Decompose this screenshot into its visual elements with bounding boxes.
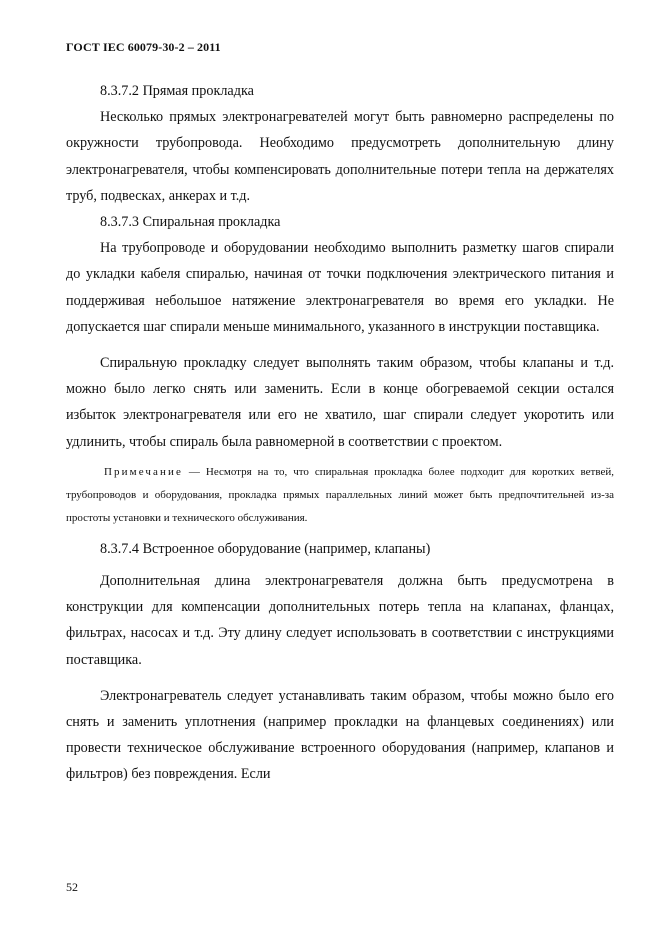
document-header: ГОСТ IEC 60079-30-2 – 2011 (66, 40, 221, 54)
paragraph-spiral-valves: Спиральную прокладку следует выполнять таким образом, чтобы клапаны и т.д. можно было легко снять или заменить. Если в конце обогреваемой секции остался избыток электронагревателя или его не хватило, шаг спирали следует укоротить или удлинить, чтобы спираль была равномерной в соответствии с проектом. (66, 355, 614, 450)
paragraph-embedded-install: Электронагреватель следует устанавливать таким образом, чтобы можно было его снять и заменить уплотнения (например прокладки на фланцевых соединениях) или провести техническое обслуживание встроенного оборудования (например, клапанов и фильтров) без повреждения. Если (66, 687, 614, 783)
section-heading-embedded: 8.3.7.4 Встроенное оборудование (например, клапаны) (100, 540, 431, 557)
paragraph-embedded-length: Дополнительная длина электронагревателя должна быть предусмотрена в конструкции для компенсации дополнительных потерь тепла на клапанах, фланцах, фильтрах, насосах и т.д. Эту длину следует использовать в соответствии с инструкциями поставщика. (66, 573, 614, 668)
paragraph-spiral-marking: На трубопроводе и оборудовании необходимо выполнить разметку шагов спирали до укладки кабеля спиралью, начиная от точки подключения электрического питания и поддерживая небольшое натяжение электронагревателя во время его укладки. Не допускается шаг спирали меньше минимального, указанного в инструкции поставщика. (66, 240, 614, 335)
document-body (66, 78, 614, 788)
note-text: — Несмотря на то, что спиральная прокладка более подходит для коротких ветвей, трубопроводов и оборудования, прокладка прямых параллельных линий может быть предпочтительней из-за простоты установки и технического обслуживания. (66, 465, 614, 524)
paragraph-gap (66, 340, 614, 350)
page-number: 52 (66, 880, 78, 894)
note-label: Примечание (104, 465, 183, 478)
paragraph-straight-laying: Несколько прямых электронагревателей могут быть равномерно распределены по окружности трубопровода. Необходимо предусмотреть дополнительную длину электронагревателя, чтобы компенсировать дополнительные потери тепла на держателях труб, подвесках, анкерах и т.д. (66, 109, 614, 204)
note (66, 461, 614, 530)
section-heading-spiral: 8.3.7.3 Спиральная прокладка (100, 214, 281, 231)
paragraph-gap (66, 673, 614, 683)
section-heading-straight: 8.3.7.2 Прямая прокладка (100, 83, 254, 99)
